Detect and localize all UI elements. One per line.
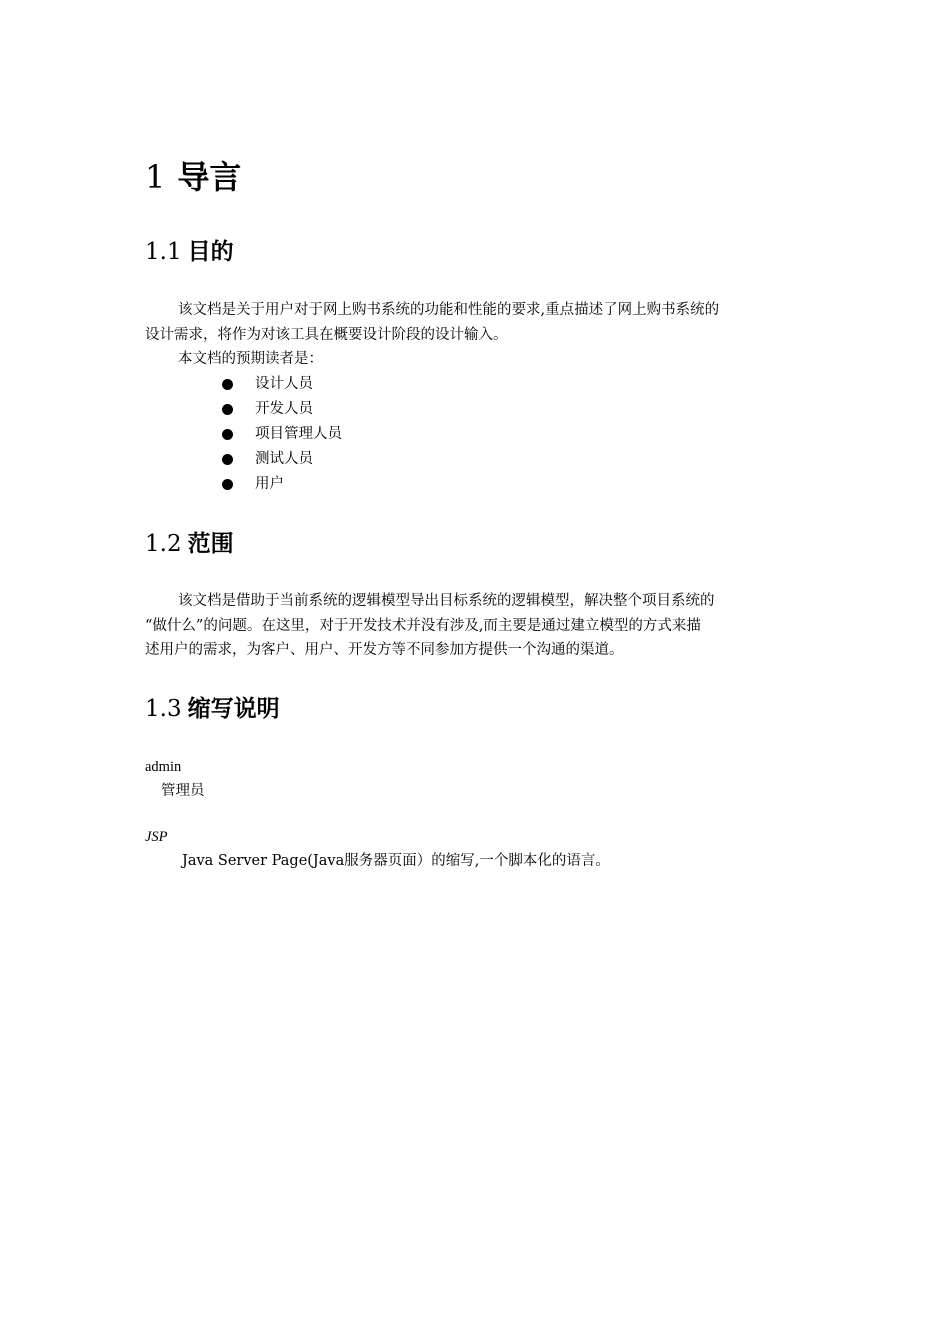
heading-1-3-abbreviations <box>145 693 280 725</box>
list-item: 设计人员 <box>220 372 342 397</box>
list-item: 项目管理人员 <box>220 422 342 447</box>
abbreviation-term-jsp: JSP <box>145 829 168 845</box>
heading-1-1-number: 1.1 <box>145 239 182 265</box>
heading-1-introduction <box>145 155 241 199</box>
scope-paragraph-line-3: 述用户的需求，为客户、用户、开发方等不同参加方提供一个沟通的渠道。 <box>145 642 624 658</box>
bullet-icon <box>222 454 233 465</box>
purpose-paragraph-line-2: 设计需求，将作为对该工具在概要设计阶段的设计输入。 <box>145 327 508 343</box>
list-item: 测试人员 <box>220 447 342 472</box>
heading-1-1-title: 目的 <box>187 239 234 265</box>
list-item: 开发人员 <box>220 397 342 422</box>
list-item: 用户 <box>220 472 342 497</box>
heading-1-3-title: 缩写说明 <box>187 696 280 722</box>
heading-1-2-title: 范围 <box>187 531 234 557</box>
bullet-icon <box>222 379 233 390</box>
readers-list <box>220 372 342 497</box>
readers-intro: 本文档的预期读者是： <box>178 351 323 367</box>
bullet-icon <box>222 404 233 415</box>
heading-1-1-purpose <box>145 236 234 268</box>
purpose-paragraph-line-1: 该文档是关于用户对于网上购书系统的功能和性能的要求,重点描述了网上购书系统的 <box>178 302 720 318</box>
heading-1-3-number: 1.3 <box>145 696 182 722</box>
abbreviation-definition-jsp: Java Server Page(Java服务器页面）的缩写,一个脚本化的语言。 <box>182 853 610 869</box>
abbreviation-definition-admin: 管理员 <box>161 783 205 799</box>
scope-paragraph-line-1: 该文档是借助于当前系统的逻辑模型导出目标系统的逻辑模型，解决整个项目系统的 <box>178 593 715 609</box>
heading-1-number: 1 <box>145 158 166 196</box>
abbreviation-term-admin: admin <box>145 759 182 775</box>
heading-1-2-number: 1.2 <box>145 531 182 557</box>
heading-1-title: 导言 <box>177 158 242 196</box>
heading-1-2-scope <box>145 528 234 560</box>
bullet-icon <box>222 479 233 490</box>
bullet-icon <box>222 429 233 440</box>
scope-paragraph-line-2: “做什么”的问题。在这里，对于开发技术并没有涉及,而主要是通过建立模型的方式来描 <box>145 618 701 634</box>
